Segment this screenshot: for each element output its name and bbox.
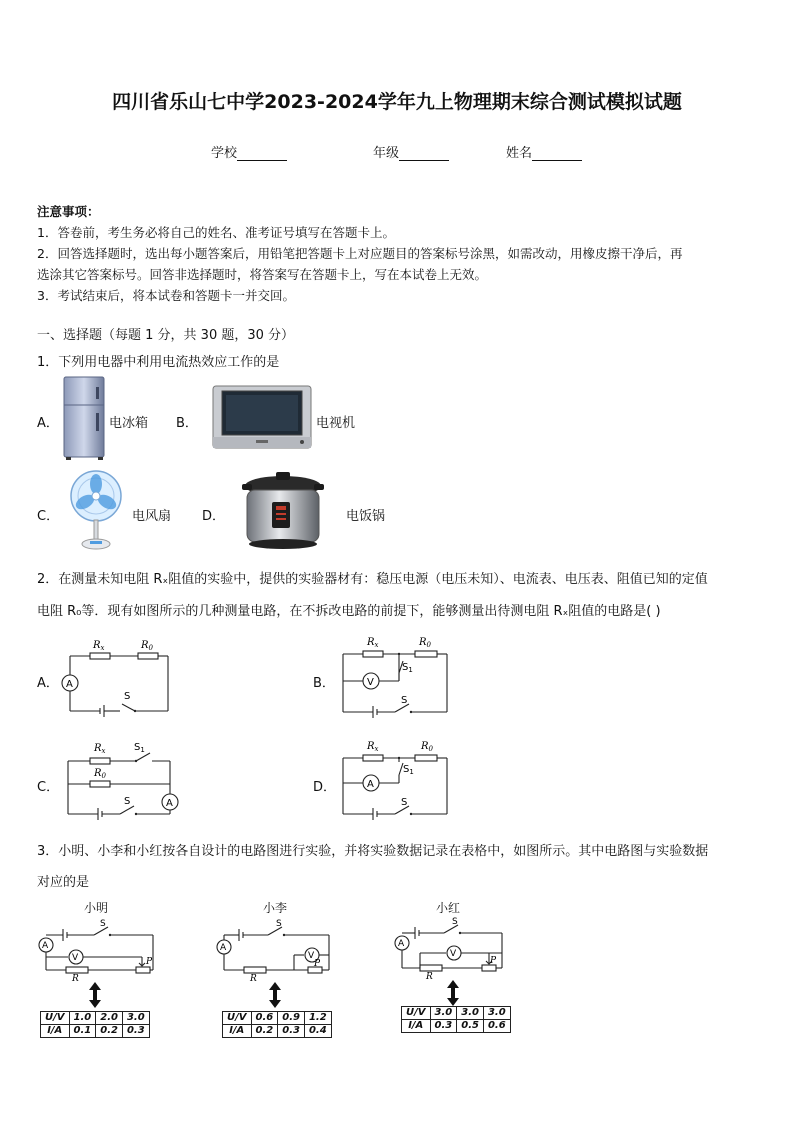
rx-resistor-icon — [90, 653, 110, 659]
table-row: I/A 0.2 0.3 0.4 — [223, 1025, 332, 1038]
q1-option-b-letter[interactable]: B． — [176, 416, 198, 431]
q3-table-1 — [40, 1011, 150, 1038]
television-icon — [212, 385, 312, 449]
svg-text:R: R — [426, 972, 433, 979]
q3-stem-line1: 3．小明、小李和小红按各自设计的电路图进行实验，并将实验数据记录在表格中，如图所示。其中电路图与实验数据 — [37, 844, 709, 859]
school-blank[interactable] — [237, 148, 287, 161]
svg-text:R: R — [72, 974, 79, 981]
q3-circuit-3 — [390, 913, 515, 979]
double-arrow-icon — [87, 982, 103, 1008]
q1-option-c-label: 电风扇 — [132, 509, 172, 524]
svg-text:S: S — [452, 917, 458, 927]
q2-stem-line1: 2．在测量未知电阻 Rₓ阻值的实验中，提供的实验器材有：稳压电源（电压未知）、电流表、电压表、阻值已知的定值 — [37, 572, 708, 587]
notice-item-2: 2．回答选择题时，选出每小题答案后，用铅笔把答题卡上对应题目的答案标号涂黑，如需改动，用橡皮擦干净后，再 — [37, 246, 683, 261]
svg-text:Rx: $R_x$ — [367, 741, 379, 753]
r0-resistor-icon — [138, 653, 158, 659]
svg-text:R0: $R_0$ — [419, 637, 431, 649]
svg-text:S: S — [401, 695, 408, 706]
svg-text:S: S — [124, 796, 131, 807]
svg-text:S: S — [401, 797, 408, 808]
name-blank[interactable] — [532, 148, 582, 161]
grade-label: 年级 — [373, 146, 400, 161]
notice-item-3: 3．考试结束后，将本试卷和答题卡一并交回。 — [37, 288, 295, 303]
q2-option-a-letter[interactable]: A． — [37, 676, 59, 691]
q1-stem: 1．下列用电器中利用电流热效应工作的是 — [37, 355, 280, 370]
q2-circuit-a — [60, 635, 175, 720]
q2-circuit-c — [60, 737, 185, 822]
section-title: 一、选择题（每题 1 分，共 30 题，30 分） — [37, 328, 295, 343]
q1-option-b-label: 电视机 — [316, 416, 356, 431]
refrigerator-icon — [58, 375, 108, 461]
table-row: U/V 3.0 3.0 3.0 — [402, 1007, 511, 1020]
svg-text:V: V — [308, 951, 315, 961]
q1-option-a-letter[interactable]: A． — [37, 416, 59, 431]
grade-field — [373, 142, 449, 161]
q2-option-b-letter[interactable]: B． — [313, 676, 335, 691]
q3-diagram-3-name: 小红 — [436, 901, 461, 915]
svg-text:S1: $S_1$ — [402, 662, 413, 674]
q2-circuit-d — [335, 737, 455, 822]
school-label: 学校 — [211, 146, 238, 161]
svg-text:A: A — [42, 941, 49, 951]
svg-text:Rx: $R_x$ — [367, 637, 379, 649]
q1-option-d-label: 电饭锅 — [346, 509, 386, 524]
notice-item-1: 1．答卷前，考生务必将自己的姓名、准考证号填写在答题卡上。 — [37, 225, 395, 240]
svg-text:R0: $R_0$ — [141, 640, 153, 652]
svg-text:P: P — [490, 956, 497, 966]
svg-text:P: P — [146, 957, 153, 967]
q1-option-c-letter[interactable]: C． — [37, 509, 60, 524]
q3-stem-line2: 对应的是 — [37, 875, 90, 890]
q3-diagram-1-name: 小明 — [84, 901, 109, 915]
svg-text:A: A — [220, 943, 227, 953]
svg-text:P: P — [314, 959, 321, 969]
table-row: U/V 1.0 2.0 3.0 — [41, 1012, 150, 1025]
school-field — [211, 142, 287, 161]
svg-text:V: V — [367, 677, 374, 688]
double-arrow-icon — [267, 982, 283, 1008]
notice-heading: 注意事项： — [37, 204, 100, 219]
q2-option-d-letter[interactable]: D． — [313, 780, 337, 795]
svg-text:A: A — [66, 679, 73, 690]
svg-text:R0: $R_0$ — [94, 768, 106, 780]
svg-text:Rx: $R_x$ — [93, 640, 105, 652]
svg-text:R0: $R_0$ — [421, 741, 433, 753]
name-label: 姓名 — [506, 146, 533, 161]
svg-text:Rx: $R_x$ — [94, 743, 106, 755]
q3-diagram-2-name: 小李 — [263, 901, 288, 915]
table-row: I/A 0.1 0.2 0.3 — [41, 1025, 150, 1038]
table-row: I/A 0.3 0.5 0.6 — [402, 1020, 511, 1033]
svg-text:R: R — [250, 974, 257, 981]
svg-text:A: A — [367, 779, 374, 790]
q3-circuit-2 — [214, 915, 339, 981]
q1-option-a-label: 电冰箱 — [109, 416, 149, 431]
q2-option-c-letter[interactable]: C． — [37, 780, 60, 795]
svg-text:V: V — [72, 953, 79, 963]
svg-text:A: A — [166, 798, 173, 809]
double-arrow-icon — [445, 980, 461, 1006]
grade-blank[interactable] — [399, 148, 449, 161]
notice-item-2-cont: 选涂其它答案标号。回答非选择题时，将答案写在答题卡上，写在本试卷上无效。 — [37, 267, 488, 282]
svg-text:S: S — [124, 691, 131, 702]
switch-s-icon — [122, 704, 135, 711]
electric-fan-icon — [66, 470, 126, 552]
q3-table-3 — [401, 1006, 511, 1033]
svg-text:S1: $S_1$ — [134, 742, 145, 754]
svg-text:S: S — [276, 919, 282, 929]
table-row: U/V 0.6 0.9 1.2 — [223, 1012, 332, 1025]
q3-circuit-1 — [38, 915, 163, 981]
svg-text:S1: $S_1$ — [403, 764, 414, 776]
q2-stem-line2: 电阻 R₀等．现有如图所示的几种测量电路，在不拆改电路的前提下，能够测量出待测电阻 Rₓ阻值的电路是( ) — [37, 604, 661, 619]
svg-text:V: V — [450, 949, 457, 959]
q1-option-d-letter[interactable]: D． — [202, 509, 226, 524]
rice-cooker-icon — [238, 470, 328, 552]
q2-circuit-b — [335, 633, 455, 720]
page-title: 四川省乐山七中学2023-2024学年九上物理期末综合测试模拟试题 — [112, 91, 682, 113]
svg-text:S: S — [100, 919, 106, 929]
name-field — [506, 142, 582, 161]
svg-text:A: A — [398, 939, 405, 949]
q3-table-2 — [222, 1011, 332, 1038]
